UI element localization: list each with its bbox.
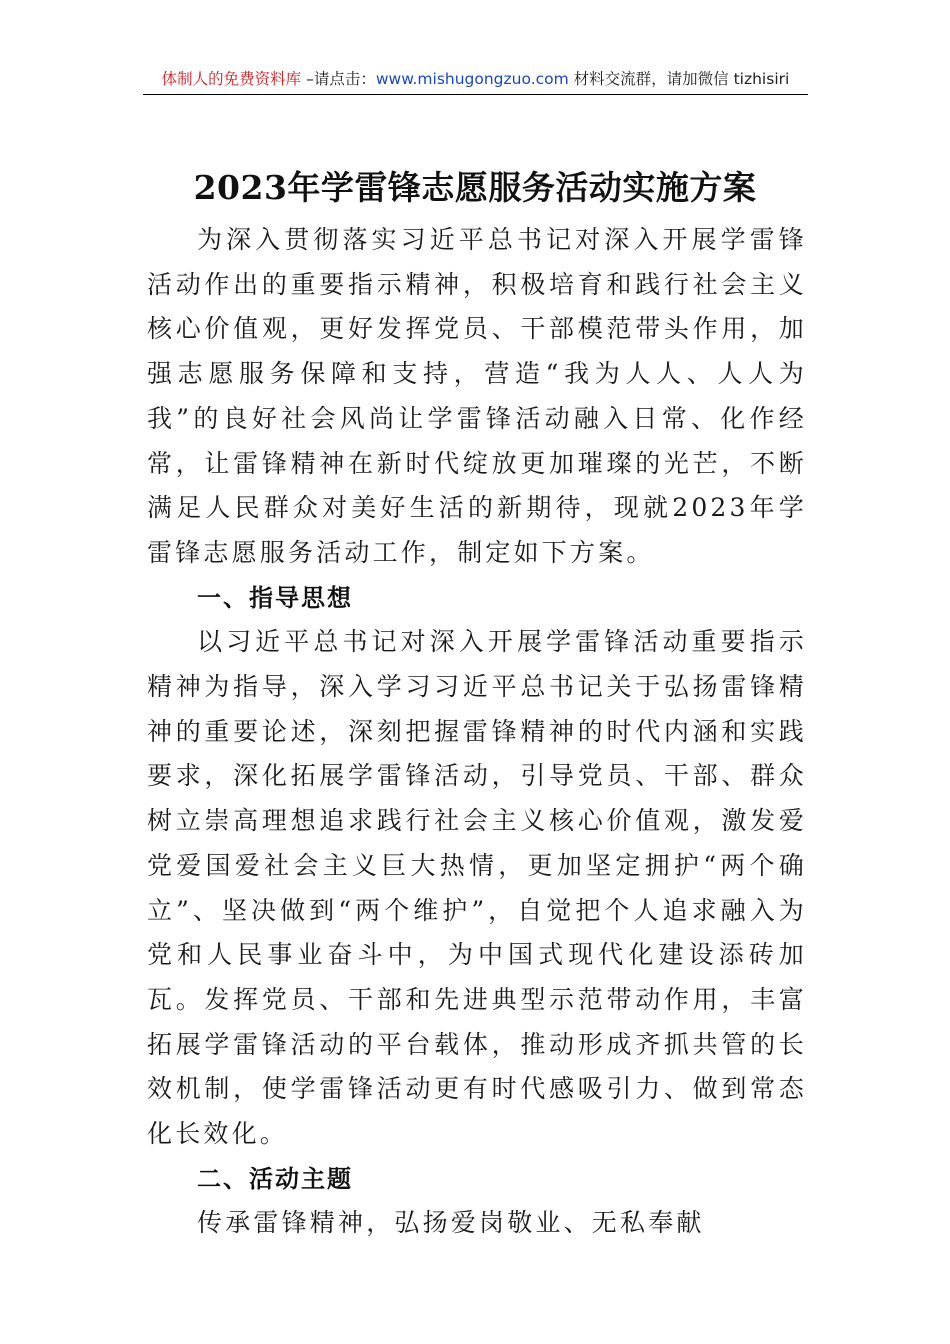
- page-header: [143, 66, 808, 95]
- intro-paragraph: 为深入贯彻落实习近平总书记对深入开展学雷锋活动作出的重要指示精神，积极培育和践行社会主义核心价值观，更好发挥党员、干部模范带头作用，加强志愿服务保障和支持，营造“我为人人、人人为我”的良好社会风尚让学雷锋活动融入日常、化作经常，让雷锋精神在新时代绽放更加璀璨的光芒，不断满足人民群众对美好生活的新期待，现就2023年学雷锋志愿服务活动工作，制定如下方案。: [147, 225, 807, 567]
- document-title: 2023年学雷锋志愿服务活动实施方案: [193, 168, 757, 207]
- header-brand: 体制人的免费资料库: [161, 70, 302, 88]
- header-prompt: –请点击：: [301, 70, 376, 88]
- section-heading-activity-theme: 二、活动主题: [197, 1164, 353, 1193]
- header-link[interactable]: www.mishugongzuo.com: [375, 70, 569, 88]
- guiding-ideology-paragraph: 以习近平总书记对深入开展学雷锋活动重要指示精神为指导，深入学习习近平总书记关于弘扬雷锋精神的重要论述，深刻把握雷锋精神的时代内涵和实践要求，深化拓展学雷锋活动，引导党员、干部、群众树立崇高理想追求践行社会主义核心价值观，激发爱党爱国爱社会主义巨大热情，更加坚定拥护“两个确立”、坚决做到“两个维护”，自觉把个人追求融入为党和人民事业奋斗中，为中国式现代化建设添砖加瓦。发挥党员、干部和先进典型示范带动作用，丰富拓展学雷锋活动的平台载体，推动形成齐抓共管的长效机制，使学雷锋活动更有时代感吸引力、做到常态化长效化。: [147, 627, 807, 1149]
- header-contact: 材料交流群，请加微信 tizhisiri: [568, 70, 790, 88]
- activity-theme-paragraph: 传承雷锋精神，弘扬爱岗敬业、无私奉献: [197, 1208, 705, 1238]
- section-heading-guiding-ideology: 一、指导思想: [197, 583, 353, 612]
- document-body: [147, 218, 807, 1246]
